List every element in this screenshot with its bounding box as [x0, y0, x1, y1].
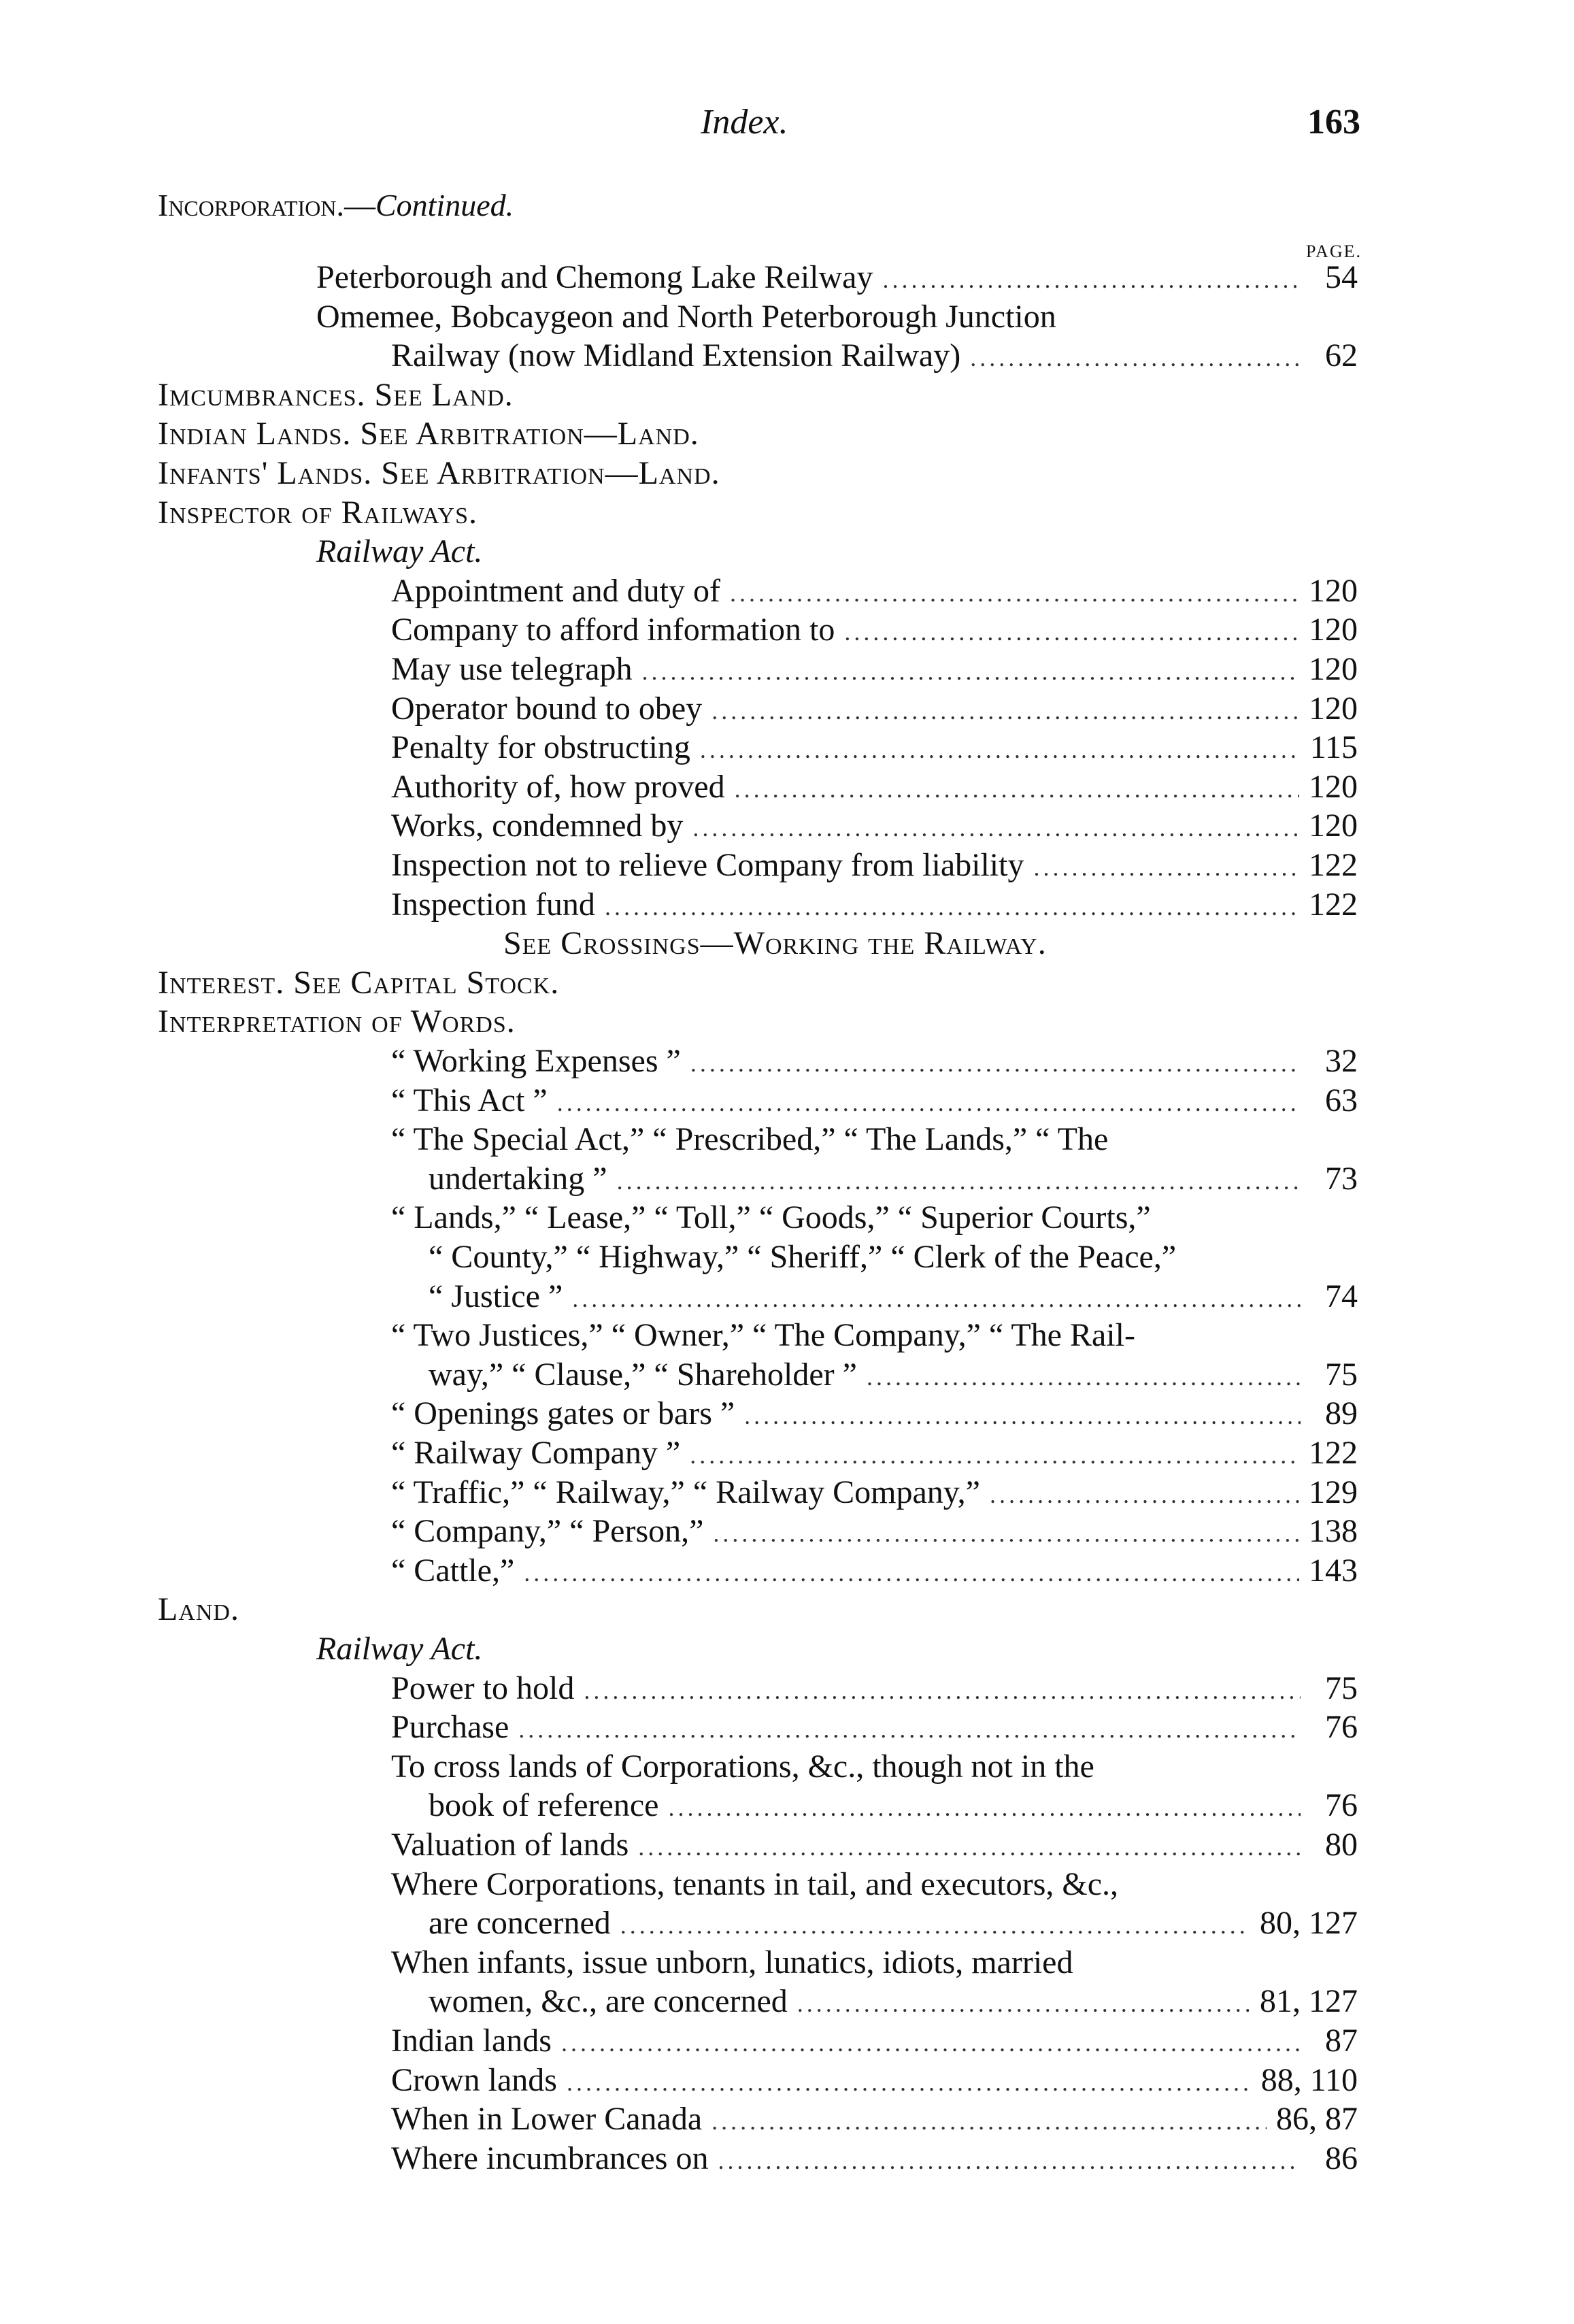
index-entry — [429, 1278, 1358, 1316]
index-entry — [429, 1904, 1358, 1942]
entry-text: “ Two Justices,” “ Owner,” “ The Company,” “ The Rail- — [391, 1317, 1135, 1354]
entry-text: Inspector of Railways. — [158, 494, 478, 531]
entry-text: “ Railway Company ” — [391, 1435, 681, 1471]
index-entry — [391, 611, 1358, 649]
entry-text: When infants, issue unborn, lunatics, idiots, married — [391, 1944, 1073, 1980]
entry-page-number: 63 — [1325, 1082, 1358, 1118]
entry-text: Peterborough and Chemong Lake Reilway — [316, 259, 873, 295]
entry-text: Crown lands — [391, 2061, 557, 2098]
index-entry — [391, 768, 1358, 806]
entry-page-number: 86, 87 — [1276, 2101, 1358, 2138]
index-heading — [158, 376, 514, 414]
running-title: Index. — [701, 103, 788, 142]
page-column-label: PAGE. — [1305, 242, 1362, 261]
entry-text: “ Traffic,” “ Railway,” “ Railway Company,” — [391, 1474, 980, 1510]
index-entry — [429, 1160, 1358, 1198]
entry-page-number: 120 — [1309, 808, 1358, 844]
entry-text: Indian Lands. See Arbitration—Land. — [158, 416, 699, 452]
index-entry — [391, 1512, 1358, 1550]
leader-dots — [572, 1280, 1301, 1318]
leader-dots — [744, 1397, 1301, 1435]
entry-text: way,” “ Clause,” “ Shareholder ” — [429, 1356, 857, 1393]
leader-dots — [561, 2024, 1301, 2062]
entry-page-number: 75 — [1325, 1670, 1358, 1706]
entry-text: “ Justice ” — [429, 1278, 563, 1314]
entry-page-number: 87 — [1325, 2023, 1358, 2059]
entry-text: Power to hold — [391, 1670, 575, 1706]
entry-page-number: 138 — [1309, 1513, 1358, 1550]
entry-page-number: 80 — [1325, 1827, 1358, 1863]
leader-dots — [1033, 848, 1299, 886]
entry-text: Indian lands — [391, 2023, 552, 2059]
entry-page-number: 76 — [1325, 1709, 1358, 1746]
leader-dots — [518, 1710, 1301, 1748]
entry-page-number: 143 — [1309, 1552, 1358, 1589]
entry-text: Appointment and duty of — [391, 572, 720, 609]
index-entry — [391, 729, 1358, 767]
index-entry — [391, 1708, 1358, 1746]
entry-page-number: 88, 110 — [1260, 2061, 1358, 2098]
leader-dots — [990, 1476, 1299, 1514]
entry-text: “ Lands,” “ Lease,” “ Toll,” “ Goods,” “ Superior Courts,” — [391, 1199, 1151, 1236]
entry-text: Railway (now Midland Extension Railway) — [391, 337, 961, 374]
entry-page-number: 120 — [1309, 612, 1358, 648]
entry-text: Imcumbrances. See Land. — [158, 376, 514, 413]
entry-text: “ The Special Act,” “ Prescribed,” “ The Lands,” “ The — [391, 1121, 1109, 1158]
entry-page-number: 81, 127 — [1260, 1983, 1358, 2020]
entry-page-number: 74 — [1325, 1278, 1358, 1314]
index-heading — [503, 925, 1047, 963]
entry-text: women, &c., are concerned — [429, 1983, 788, 2020]
entry-text: Purchase — [391, 1709, 509, 1746]
entry-text: “ Openings gates or bars ” — [391, 1395, 735, 1432]
entry-text: Land. — [158, 1591, 239, 1628]
entry-page-number: 122 — [1309, 1435, 1358, 1471]
index-entry — [429, 1356, 1358, 1394]
leader-dots — [692, 809, 1299, 847]
entry-text: book of reference — [429, 1787, 659, 1824]
entry-page-number: 115 — [1309, 729, 1358, 766]
entry-text: “ This Act ” — [391, 1082, 548, 1118]
entry-text: are concerned — [429, 1905, 611, 1942]
page-number: 163 — [1307, 103, 1360, 142]
leader-dots — [668, 1789, 1301, 1827]
index-entry — [391, 1474, 1358, 1512]
index-entry — [391, 1120, 1108, 1159]
index-entry — [391, 1042, 1358, 1080]
entry-text: Interest. See Capital Stock. — [158, 964, 560, 1001]
leader-dots — [638, 1828, 1301, 1866]
index-heading — [158, 1591, 239, 1629]
entry-text: Works, condemned by — [391, 808, 684, 844]
entry-text: Where incumbrances on — [391, 2140, 709, 2176]
index-subheading — [316, 1630, 482, 1668]
index-subheading — [316, 533, 482, 571]
continued-label: Continued. — [375, 188, 514, 222]
index-entry — [391, 846, 1358, 884]
entry-text: Interpretation of Words. — [158, 1003, 516, 1040]
index-entry — [391, 807, 1358, 845]
index-entry — [429, 1982, 1358, 2021]
index-entry — [391, 1865, 1118, 1904]
entry-text: Where Corporations, tenants in tail, and executors, &c., — [391, 1865, 1119, 1902]
leader-dots — [584, 1672, 1301, 1710]
running-head — [0, 102, 1574, 156]
index-entry — [391, 1826, 1358, 1864]
index-entry — [391, 2061, 1358, 2099]
entry-text: May use telegraph — [391, 651, 633, 687]
leader-dots — [970, 339, 1301, 377]
continued-heading-title: Incorporation.— — [158, 188, 375, 222]
index-entry — [316, 259, 1358, 297]
entry-page-number: 120 — [1309, 768, 1358, 805]
entry-page-number: 75 — [1325, 1356, 1358, 1393]
index-entry — [391, 1552, 1358, 1590]
leader-dots — [690, 1044, 1301, 1082]
entry-page-number: 89 — [1325, 1395, 1358, 1432]
index-entry — [391, 1944, 1073, 1982]
entry-page-number: 86 — [1325, 2140, 1358, 2176]
entry-page-number: 120 — [1309, 651, 1358, 687]
index-entry — [391, 337, 1358, 375]
entry-page-number: 122 — [1309, 886, 1358, 923]
entry-page-number: 129 — [1309, 1474, 1358, 1510]
leader-dots — [718, 2142, 1301, 2180]
leader-dots — [711, 2102, 1267, 2140]
continued-heading — [158, 187, 514, 223]
index-entry — [391, 1082, 1358, 1120]
index-entry — [391, 2022, 1358, 2060]
entry-page-number: 62 — [1325, 337, 1358, 374]
entry-text: “ County,” “ Highway,” “ Sheriff,” “ Clerk of the Peace,” — [429, 1239, 1177, 1275]
entry-page-number: 80, 127 — [1260, 1905, 1358, 1942]
entry-text: Penalty for obstructing — [391, 729, 690, 766]
leader-dots — [557, 1084, 1301, 1122]
index-entry — [391, 886, 1358, 924]
leader-dots — [567, 2063, 1252, 2102]
index-entry — [391, 1434, 1358, 1472]
leader-dots — [867, 1358, 1301, 1396]
entry-text: Railway Act. — [316, 1631, 483, 1667]
index-entry — [391, 572, 1358, 610]
leader-dots — [524, 1554, 1299, 1592]
entry-text: Inspection not to relieve Company from liability — [391, 847, 1024, 883]
index-entry — [391, 690, 1358, 728]
leader-dots — [711, 692, 1299, 730]
index-entry — [429, 1238, 1176, 1276]
entry-text: Railway Act. — [316, 533, 483, 570]
index-entry — [391, 1316, 1135, 1355]
entry-page-number: 54 — [1325, 259, 1358, 295]
entry-text: “ Company,” “ Person,” — [391, 1513, 704, 1550]
entry-page-number: 122 — [1309, 847, 1358, 883]
index-entry — [391, 650, 1358, 688]
index-heading — [158, 1003, 516, 1041]
leader-dots — [844, 613, 1299, 651]
entry-page-number: 76 — [1325, 1787, 1358, 1824]
entry-text: Operator bound to obey — [391, 690, 703, 727]
entry-page-number: 120 — [1309, 690, 1358, 727]
leader-dots — [642, 652, 1299, 691]
leader-dots — [620, 1906, 1250, 1944]
leader-dots — [713, 1514, 1299, 1553]
entry-text: Inspection fund — [391, 886, 595, 923]
index-entry — [391, 2100, 1358, 2138]
entry-text: undertaking ” — [429, 1160, 607, 1197]
index-entry — [391, 1395, 1358, 1433]
entry-page-number: 120 — [1309, 572, 1358, 609]
entry-text: “ Working Expenses ” — [391, 1043, 681, 1079]
entry-text: Omemee, Bobcaygeon and North Peterborough Junction — [316, 298, 1056, 335]
index-entry — [391, 2140, 1358, 2178]
leader-dots — [605, 888, 1299, 926]
entry-text: When in Lower Canada — [391, 2101, 703, 2138]
leader-dots — [882, 261, 1301, 299]
entry-page-number: 32 — [1325, 1043, 1358, 1079]
index-entry — [316, 298, 1056, 336]
leader-dots — [730, 574, 1299, 612]
index-entry — [391, 1670, 1358, 1708]
entry-text: “ Cattle,” — [391, 1552, 515, 1589]
entry-text: To cross lands of Corporations, &c., though not in the — [391, 1748, 1094, 1784]
index-entry — [429, 1787, 1358, 1825]
index-heading — [158, 964, 559, 1002]
index-entry — [391, 1748, 1094, 1786]
index-heading — [158, 494, 478, 532]
leader-dots — [735, 770, 1299, 808]
leader-dots — [797, 1985, 1250, 2023]
entry-text: See Crossings—Working the Railway. — [503, 925, 1047, 962]
index-heading — [158, 415, 699, 453]
entry-page-number: 73 — [1325, 1160, 1358, 1197]
leader-dots — [700, 731, 1301, 769]
index-entry — [391, 1199, 1151, 1237]
leader-dots — [690, 1436, 1299, 1474]
entry-text: Infants' Lands. See Arbitration—Land. — [158, 455, 720, 491]
entry-text: Valuation of lands — [391, 1827, 629, 1863]
index-heading — [158, 454, 720, 493]
entry-text: Authority of, how proved — [391, 768, 725, 805]
entry-text: Company to afford information to — [391, 612, 835, 648]
leader-dots — [617, 1162, 1301, 1200]
